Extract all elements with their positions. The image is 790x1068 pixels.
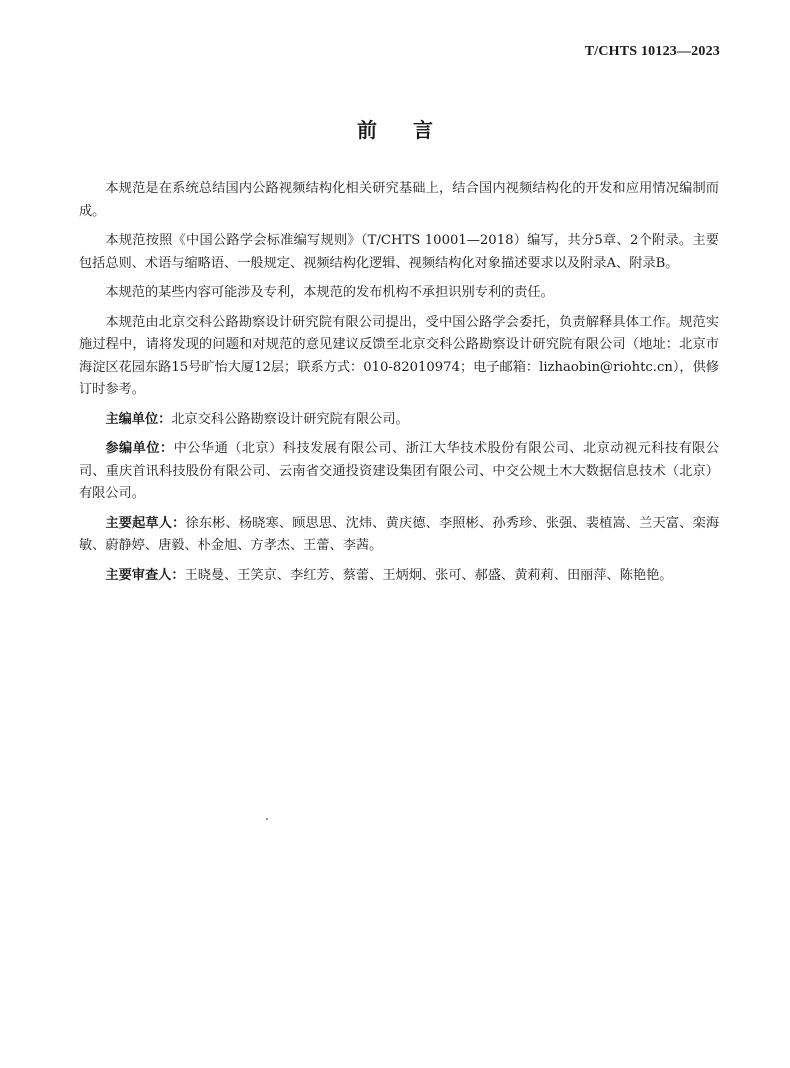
- paragraph-structure: 本规范按照《中国公路学会标准编写规则》（T/CHTS 10001—2018）编写，共分5章、2个附录。主要包括总则、术语与缩略语、一般规定、视频结构化逻辑、视频结构化对象描述要求以及附录A、附录B。: [79, 233, 719, 271]
- paragraph-feedback: 本规范由北京交科公路勘察设计研究院有限公司提出，受中国公路学会委托，负责解释具体工作。规范实施过程中，请将发现的问题和对规范的意见建议反馈至北京交科公路勘察设计研究院有限公司（地址：北京市海淀区花园东路15号旷怡大厦12层；联系方式：010-82010974；电子邮箱：lizhaobin@riohtc.cn），供修订时参考。: [79, 314, 719, 397]
- participant-units: [79, 438, 719, 506]
- preface-body: [79, 178, 719, 594]
- paragraph-patent: 本规范的某些内容可能涉及专利，本规范的发布机构不承担识别专利的责任。: [105, 285, 554, 300]
- reviewers-label: 主要审查人：: [105, 567, 185, 583]
- reviewers-text: 王晓曼、王笑京、李红芳、蔡蕾、王炳炯、张可、郝盛、黄莉莉、田丽萍、陈艳艳。: [184, 567, 673, 583]
- participant-units-label: 参编单位：: [105, 441, 174, 456]
- standard-code: T/CHTS 10123—2023: [584, 44, 720, 59]
- page-title: 前言: [357, 118, 469, 142]
- reviewers: [79, 565, 719, 588]
- drafters: [79, 513, 719, 558]
- paragraph-background: 本规范是在系统总结国内公路视频结构化相关研究基础上，结合国内视频结构化的开发和应用情况编制而成。: [79, 181, 719, 219]
- scan-speck: [266, 818, 268, 820]
- editor-unit: [79, 409, 719, 432]
- drafters-label: 主要起草人：: [105, 515, 186, 531]
- participant-units-text: 中公华通（北京）科技发展有限公司、浙江大华技术股份有限公司、北京动视元科技有限公司、重庆首讯科技股份有限公司、云南省交通投资建设集团有限公司、中交公规土木大数据信息技术（北京）有限公司。: [79, 441, 720, 501]
- drafters-text: 徐东彬、杨晓寒、顾思思、沈炜、黄庆德、李照彬、孙秀珍、张强、裴植嵩、兰天富、栾海敏、蔚静婷、唐毅、朴金旭、方孝杰、王蕾、李茜。: [79, 515, 720, 553]
- editor-unit-text: 北京交科公路勘察设计研究院有限公司。: [171, 411, 409, 427]
- editor-unit-label: 主编单位：: [105, 411, 172, 427]
